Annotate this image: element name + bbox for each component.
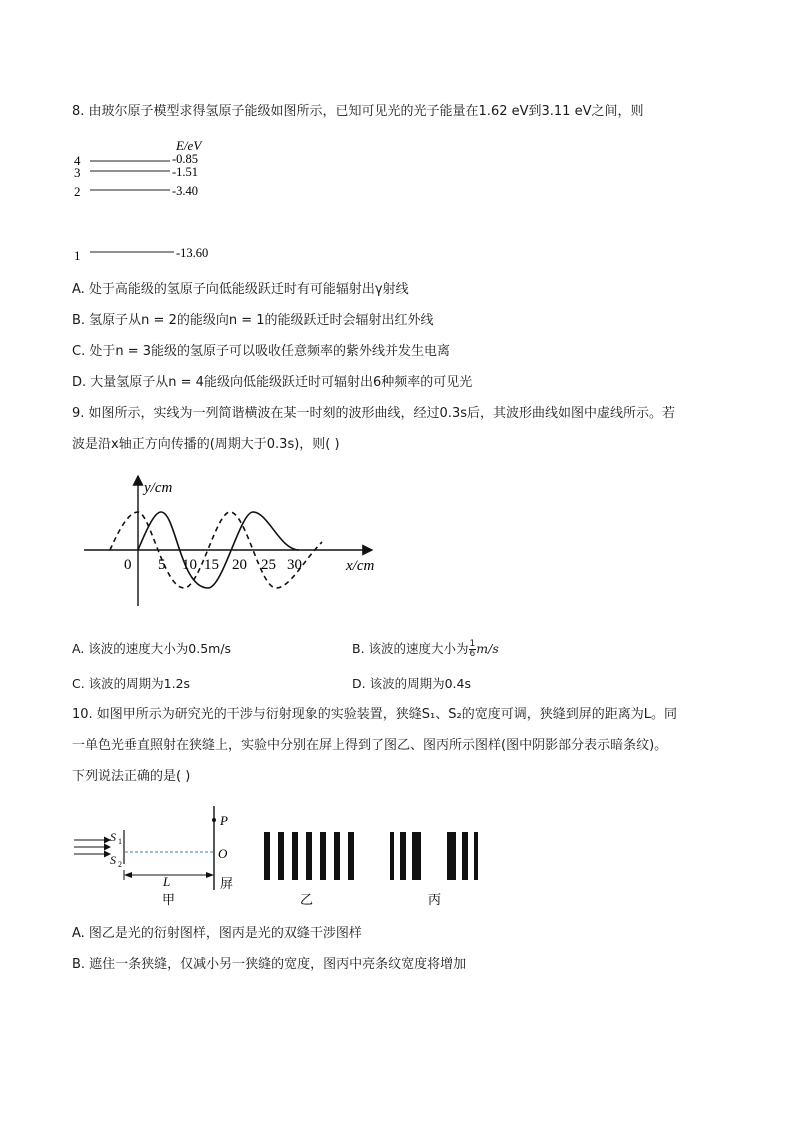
q9-option-c[interactable]: C. 该波的周期为1.2s: [72, 676, 191, 691]
q10-stem-line3: 下列说法正确的是( ): [72, 769, 191, 784]
fraction-numerator: 1: [469, 639, 476, 649]
label-s2: S: [110, 853, 116, 867]
label-l: L: [163, 874, 171, 889]
q9-stem-line1: 9. 如图所示，实线为一列简谐横波在某一时刻的波形曲线，经过0.3s后，其波形曲线如图中虚线所示。若: [72, 406, 675, 421]
tick-0: 0: [124, 557, 132, 573]
level-2-energy: -3.40: [172, 184, 199, 198]
pattern-bing: [390, 832, 478, 880]
level-1-energy: -13.60: [176, 246, 209, 260]
caption-yi: 乙: [300, 892, 314, 907]
q10-option-b[interactable]: B. 遮住一条狭缝，仅减小另一狭缝的宽度，图丙中亮条纹宽度将增加: [72, 957, 467, 972]
level-3-n: 3: [74, 165, 81, 180]
tick-30: 30: [287, 557, 302, 573]
label-s1: S: [110, 830, 116, 844]
tick-10: 10: [182, 557, 197, 573]
caption-bing: 丙: [428, 892, 442, 907]
caption-jia: 甲: [162, 892, 176, 907]
level-1-n: 1: [74, 248, 81, 263]
dim-arrow-right: [206, 872, 214, 878]
q10-stem-line2: 一单色光垂直照射在狭缝上，实验中分别在屏上得到了图乙、图丙所示图样(图中阴影部分表示暗条纹)。: [72, 738, 668, 753]
dim-arrow-left: [124, 872, 132, 878]
level-4-energy: -0.85: [172, 152, 199, 166]
q9-option-a[interactable]: A. 该波的速度大小为0.5m/s: [72, 641, 232, 656]
q9-stem-line2: 波是沿x轴正方向传播的(周期大于0.3s)，则( ): [72, 437, 340, 452]
energy-level-diagram: [70, 134, 240, 266]
q8-option-d[interactable]: D. 大量氢原子从n = 4能级向低能级跃迁时可辐射出6种频率的可见光: [72, 375, 473, 390]
pattern-yi: [264, 832, 354, 880]
label-p: P: [220, 813, 228, 828]
level-4-n: 4: [74, 153, 81, 168]
q10-stem-line1: 10. 如图甲所示为研究光的干涉与衍射现象的实验装置，狭缝S₁、S₂的宽度可调，狭缝到屏的距离为L。同: [72, 707, 677, 722]
y-axis-label: y/cm: [144, 480, 173, 496]
energy-unit-label: E/eV: [176, 138, 202, 153]
q8-option-a[interactable]: A. 处于高能级的氢原子向低能级跃迁时有可能辐射出γ射线: [72, 282, 409, 297]
fraction-denominator: 6: [469, 649, 476, 659]
q9-option-b-unit: m/s: [476, 641, 499, 656]
level-2-n: 2: [74, 184, 81, 199]
x-axis-label: x/cm: [346, 558, 375, 574]
q9-option-b-text: B. 该波的速度大小为: [352, 641, 469, 656]
q9-option-b[interactable]: [352, 639, 499, 659]
tick-15: 15: [204, 557, 219, 573]
q9-option-d[interactable]: D. 该波的周期为0.4s: [352, 676, 471, 691]
q8-stem: 8. 由玻尔原子模型求得氢原子能级如图所示，已知可见光的光子能量在1.62 eV到3.11 eV之间，则: [72, 104, 644, 119]
level-3-energy: -1.51: [172, 165, 199, 179]
label-o: O: [218, 846, 228, 861]
tick-5: 5: [158, 557, 166, 573]
q8-option-c[interactable]: C. 处于n = 3能级的氢原子可以吸收任意频率的紫外线并发生电离: [72, 344, 451, 359]
label-s1-sub: 1: [118, 837, 122, 846]
q8-option-b[interactable]: B. 氢原子从n = 2的能级向n = 1的能级跃迁时会辐射出红外线: [72, 313, 434, 328]
tick-20: 20: [232, 557, 247, 573]
slit-experiment-figure: [72, 800, 492, 912]
point-p: [212, 818, 216, 822]
label-s2-sub: 2: [118, 860, 122, 869]
q10-option-a[interactable]: A. 图乙是光的衍射图样，图丙是光的双缝干涉图样: [72, 926, 362, 941]
tick-25: 25: [261, 557, 276, 573]
label-screen: 屏: [220, 876, 234, 891]
wave-graph: [80, 470, 390, 610]
